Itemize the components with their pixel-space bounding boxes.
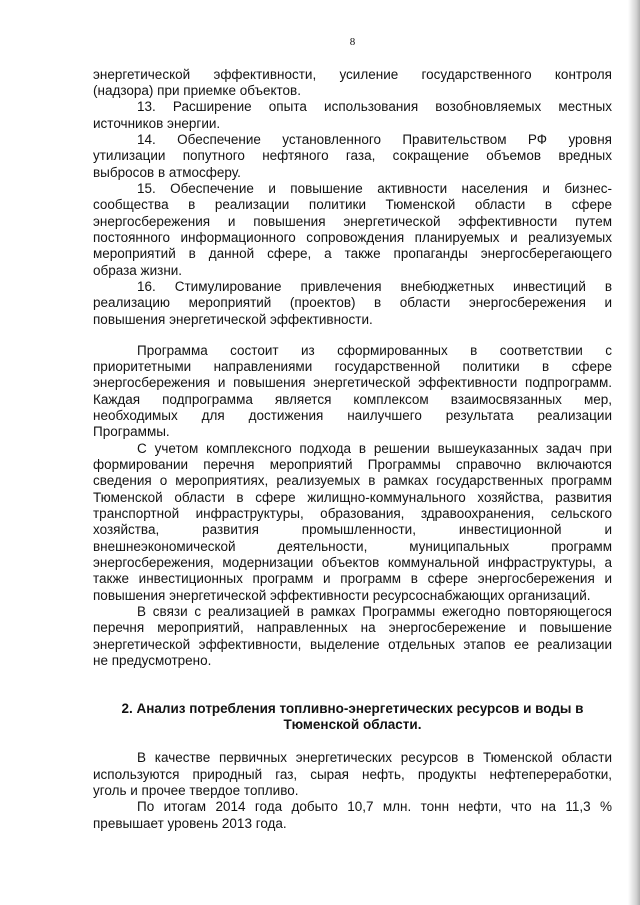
text-line: уголь и прочее твердое топливо. — [93, 782, 299, 798]
text-line: образа жизни. — [93, 262, 183, 278]
list-item-16 — [93, 279, 612, 328]
paragraph-spacer — [93, 734, 612, 751]
text-line: постоянного информационного сопровождения планируемых и реализуемых — [93, 230, 612, 246]
text-line: Каждая подпрограмма является комплексом взаимосвязанных мер, — [93, 391, 612, 407]
text-line: не предусмотрено. — [93, 652, 212, 668]
list-item-13 — [93, 99, 612, 132]
text-line: С учетом комплексного подхода в решении вышеуказанных задач при — [137, 440, 612, 456]
text-line: мероприятий в данной сфере, а также пропаганды энергосберегающего — [93, 246, 612, 262]
document-body — [93, 67, 612, 832]
text-line: повышения энергетической эффективности. — [93, 311, 373, 327]
text-line: энергетической эффективности, выделение отдельных этапов ее реализации — [93, 636, 612, 652]
text-line: используются природный газ, сырая нефть, продукты нефтепереработки, — [93, 766, 612, 782]
text-line: В качестве первичных энергетических ресурсов в Тюменской области — [137, 750, 612, 766]
paragraph — [93, 343, 612, 441]
paragraph — [93, 750, 612, 799]
text-line: повышения энергетической эффективности ресурсоснабжающих организаций. — [93, 587, 591, 603]
list-item-14 — [93, 132, 612, 181]
text-line: сообщества в реализации политики Тюменской области в сфере — [93, 197, 612, 213]
paragraph — [93, 799, 612, 832]
text-line: внешнеэкономической деятельности, муниципальных программ — [93, 538, 612, 554]
scan-edge-shadow — [628, 0, 640, 905]
text-line: Программа состоит из сформированных в соответствии с — [137, 342, 612, 358]
text-line: 14. Обеспечение установленного Правительством РФ уровня — [137, 132, 612, 148]
paragraph — [93, 604, 612, 669]
text-line: энергосбережения, модернизации объектов коммунальной инфраструктуры, а — [93, 555, 612, 570]
text-line: 15. Обеспечение и повышение активности населения и бизнес- — [137, 181, 612, 197]
paragraph — [93, 67, 612, 100]
text-line: По итогам 2014 года добыто 10,7 млн. тонн нефти, что на 11,3 % — [137, 799, 612, 815]
text-line: энергосбережения и повышения энергетической эффективности подпрограмм. — [93, 375, 612, 391]
text-line: энергосбережения и повышения энергетической эффективности путем — [93, 213, 612, 229]
text-line: энергетической эффективности, усиление государственного контроля — [93, 66, 612, 82]
text-line: необходимых для достижения наилучшего результата реализации — [93, 408, 612, 424]
text-line: сведения о мероприятиях, реализуемых в рамках государственных программ — [93, 473, 612, 489]
text-line: источников энергии. — [93, 115, 221, 131]
text-line: транспортной инфраструктуры, образования, здравоохранения, сельского — [93, 506, 612, 522]
text-line: Программы. — [93, 424, 170, 440]
page-number: 8 — [349, 36, 356, 48]
heading-line: Тюменской области. — [283, 717, 422, 733]
text-line: (надзора) при приемке объектов. — [93, 83, 301, 99]
text-line: перечня мероприятий, направленных на энергосбережение и повышение — [93, 620, 612, 636]
text-line: также инвестиционных программ и программ в сфере энергосбережения и — [93, 571, 612, 587]
text-line: 13. Расширение опыта использования возобновляемых местных — [137, 99, 612, 115]
text-line: превышает уровень 2013 года. — [93, 815, 287, 831]
text-line: Тюменской области в сфере жилищно-коммунального хозяйства, развития — [93, 489, 612, 505]
text-line: В связи с реализацией в рамках Программы ежегодно повторяющегося — [137, 603, 612, 619]
section-heading — [93, 701, 612, 734]
text-line: приоритетными направлениями государственной политики в сфере — [93, 359, 612, 375]
section-spacer — [93, 669, 612, 701]
text-line: реализацию мероприятий (проектов) в области энергосбережения и — [93, 295, 612, 311]
paragraph — [93, 441, 612, 604]
paragraph-spacer — [93, 328, 612, 343]
text-line: утилизации попутного нефтяного газа, сокращение объемов вредных — [93, 148, 612, 164]
heading-line: 2. Анализ потребления топливно-энергетических ресурсов и воды в — [121, 700, 584, 716]
text-line: формировании перечня мероприятий Программы справочно включаются — [93, 457, 612, 473]
text-line: выбросов в атмосферу. — [93, 164, 241, 180]
text-line: 16. Стимулирование привлечения внебюджетных инвестиций в — [137, 279, 612, 295]
text-line: хозяйства, развития промышленности, инвестиционной и — [93, 522, 612, 538]
list-item-15 — [93, 181, 612, 279]
